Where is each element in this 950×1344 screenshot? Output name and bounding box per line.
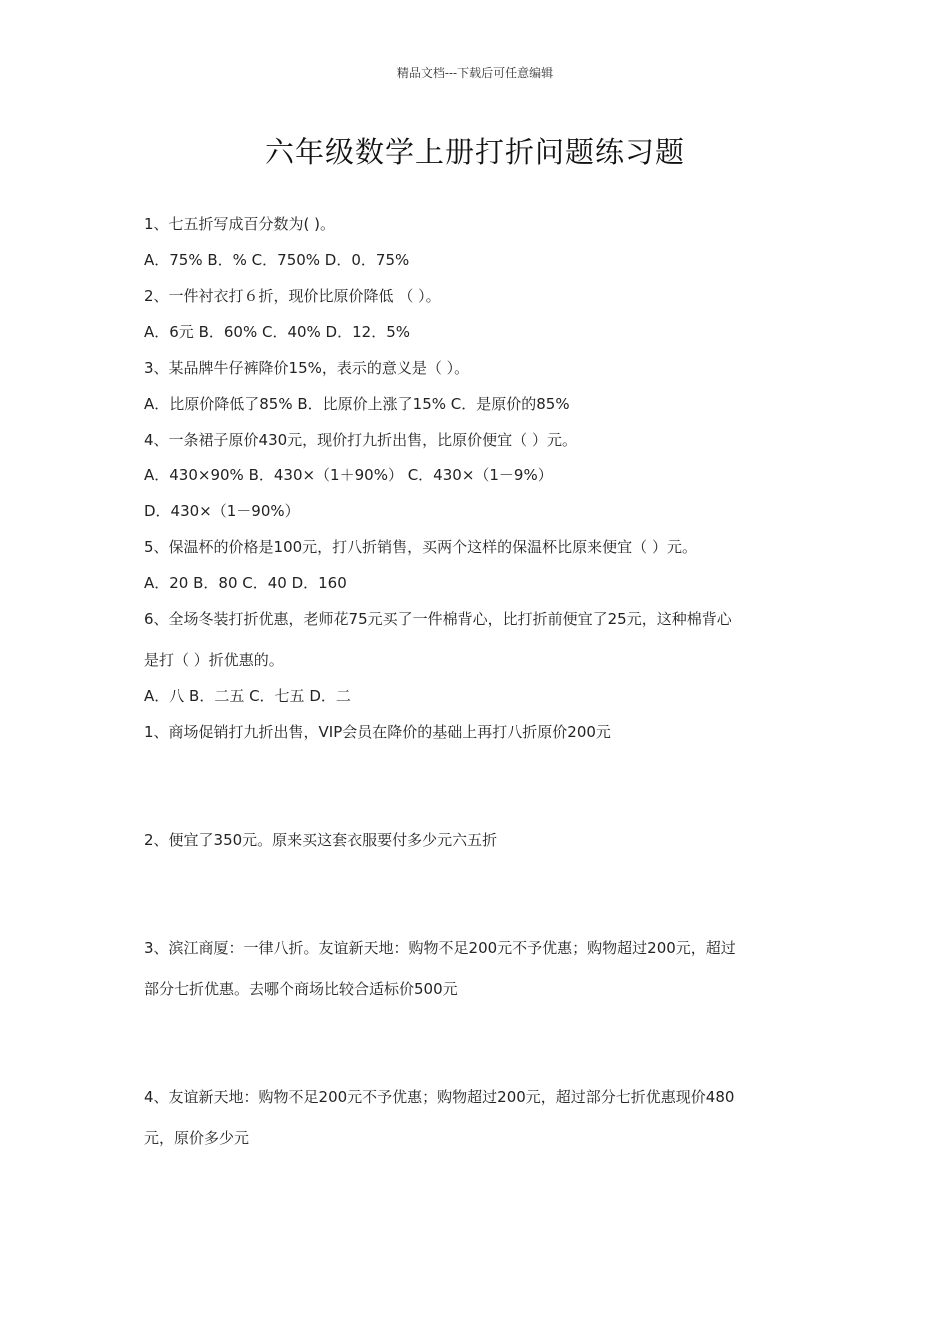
page-title: 六年级数学上册打折问题练习题 bbox=[264, 135, 685, 169]
question-6: 6、全场冬装打折优惠，老师花75元买了一件棉背心，比打折前便宜了25元，这种棉背心 bbox=[144, 610, 732, 628]
problem-3: 3、滨江商厦：一律八折。友谊新天地：购物不足200元不予优惠；购物超过200元，超过 bbox=[144, 939, 736, 957]
question-2-options: A．6元 B．60% C．40% D．12．5% bbox=[144, 323, 410, 341]
header-note: 精品文档---下载后可任意编辑 bbox=[396, 66, 554, 80]
question-5-options: A．20 B．80 C．40 D．160 bbox=[144, 574, 347, 592]
problem-3-cont: 部分七折优惠。去哪个商场比较合适标价500元 bbox=[144, 980, 458, 998]
question-1-options: A．75% B．% C．750% D．0．75% bbox=[144, 251, 410, 269]
problem-4-cont: 元，原价多少元 bbox=[144, 1129, 250, 1147]
question-4-options: A．430×90% B．430×（1＋90%） C．430×（1－9%） bbox=[144, 466, 553, 484]
question-6-options: A．八 B．二五 C．七五 D．二 bbox=[144, 687, 351, 705]
question-6-cont: 是打（ ）折优惠的。 bbox=[144, 651, 284, 669]
question-5: 5、保温杯的价格是100元，打八折销售，买两个这样的保温杯比原来便宜（ ）元。 bbox=[144, 538, 697, 556]
question-3: 3、某品牌牛仔裤降价15%，表示的意义是（ ）。 bbox=[144, 359, 470, 377]
question-3-options: A．比原价降低了85% B．比原价上涨了15% C．是原价的85% bbox=[144, 395, 570, 413]
question-4: 4、一条裙子原价430元，现价打九折出售，比原价便宜（ ）元。 bbox=[144, 431, 577, 449]
problem-2: 2、便宜了350元。原来买这套衣服要付多少元六五折 bbox=[144, 831, 498, 849]
question-1: 1、七五折写成百分数为( )。 bbox=[144, 215, 336, 233]
problem-4: 4、友谊新天地：购物不足200元不予优惠；购物超过200元，超过部分七折优惠现价480 bbox=[144, 1088, 735, 1106]
question-4-options-cont: D．430×（1－90%） bbox=[144, 502, 300, 520]
question-2: 2、一件衬衣打６折，现价比原价降低 （ ）。 bbox=[144, 287, 441, 305]
problem-1: 1、商场促销打九折出售，VIP会员在降价的基础上再打八折原价200元 bbox=[144, 723, 611, 741]
